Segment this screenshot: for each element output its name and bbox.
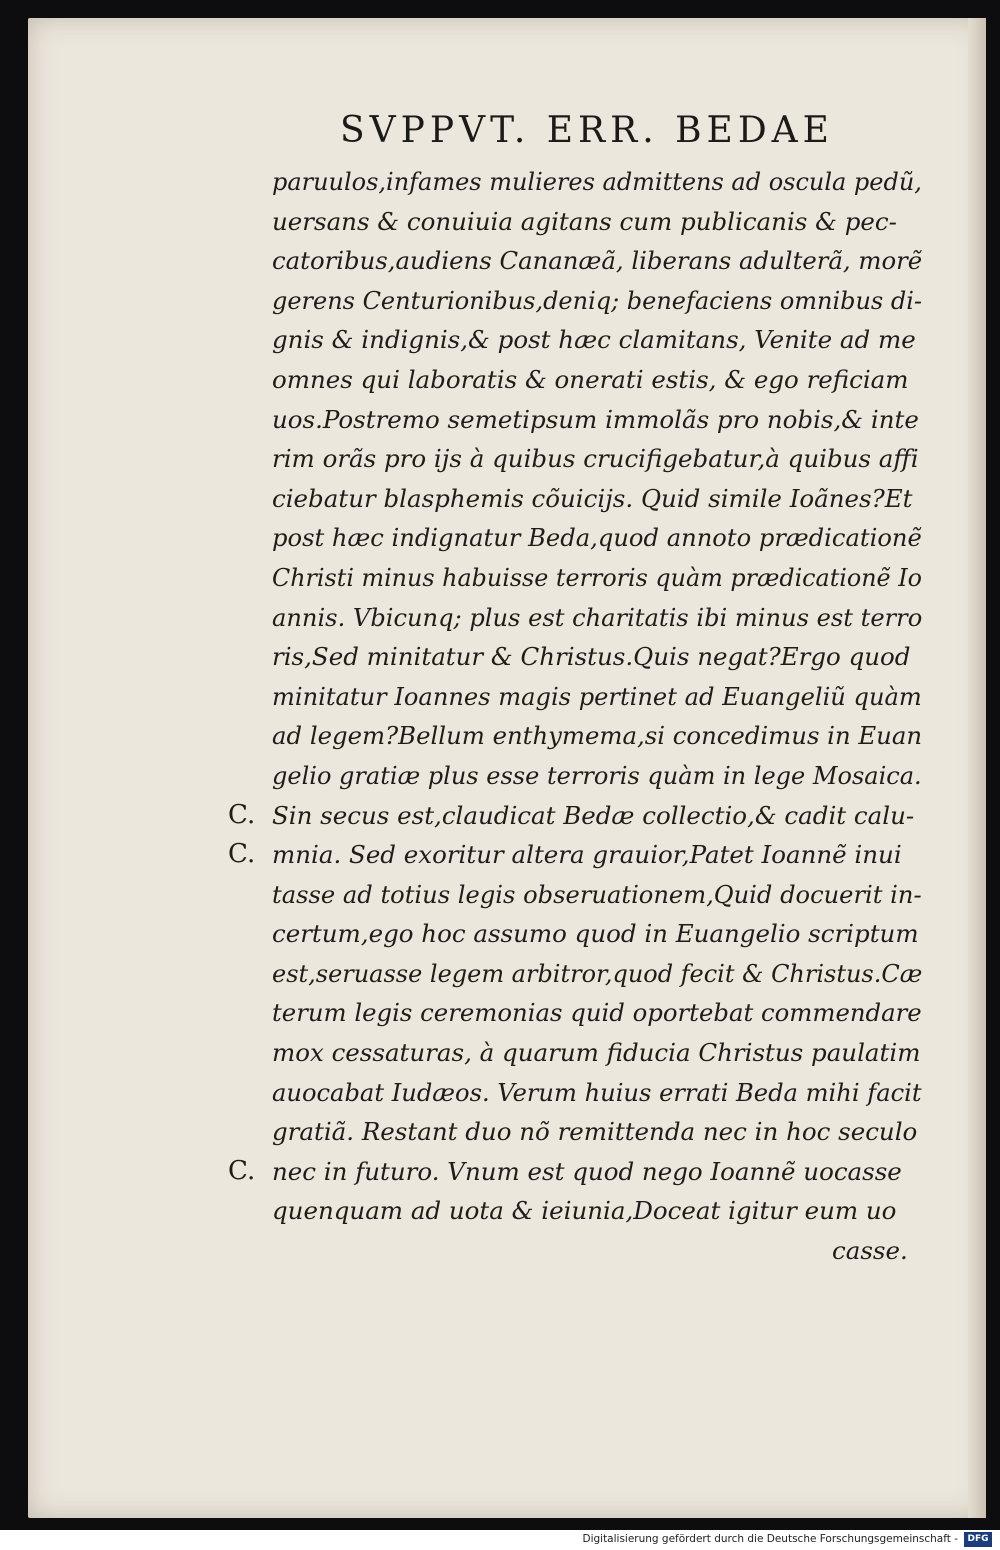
line-text: gelio gratiæ plus esse terroris quàm in lege Mosaica. [272, 760, 922, 790]
text-line [246, 914, 926, 954]
text-line [228, 835, 926, 875]
text-line [246, 1191, 926, 1231]
text-line [246, 479, 926, 519]
line-text: ad legem?Bellum enthymema,si concedimus in Euan [272, 721, 923, 751]
line-text: uos.Postremo semetipsum immolãs pro nobis,& inte [272, 404, 919, 434]
line-text: Sin secus est,claudicat Bedæ collectio,& cadit calu- [272, 800, 915, 830]
line-text: Christi minus habuisse terroris quàm prædicationẽ Io [272, 562, 922, 592]
text-line [246, 716, 926, 756]
line-text: rim orãs pro ijs à quibus crucifigebatur,à quibus affi [272, 444, 919, 474]
line-text: mnia. Sed exoritur altera grauior,Patet Ioannẽ inui [272, 840, 902, 870]
text-line [246, 1112, 926, 1152]
line-text: ris,Sed minitatur & Christus.Quis negat?Ergo quod [272, 642, 911, 672]
running-head: SVPPVT. ERR. BEDAE [340, 110, 834, 151]
marginal-note: C. [228, 839, 256, 870]
text-line [246, 637, 926, 677]
text-line [246, 320, 926, 360]
text-line [246, 162, 926, 202]
text-line [246, 558, 926, 598]
marginal-note: C. [228, 799, 256, 830]
text-line [228, 796, 926, 836]
line-text: gratiã. Restant duo nõ remittenda nec in hoc seculo [272, 1117, 918, 1147]
line-text: catoribus,audiens Cananæã, liberans adulterã, morẽ [272, 246, 923, 276]
text-line [246, 439, 926, 479]
line-text: quenquam ad uota & ieiunia,Doceat igitur eum uo [272, 1196, 897, 1226]
text-line [246, 954, 926, 994]
text-line [246, 677, 926, 717]
text-line [246, 281, 926, 321]
text-line [246, 875, 926, 915]
line-text: annis. Vbicunq; plus est charitatis ibi minus est terro [272, 602, 923, 632]
line-text: omnes qui laboratis & onerati estis, & ego reficiam [272, 364, 909, 394]
page-edge [968, 18, 986, 1518]
line-text: gnis & indignis,& post hæc clamitans, Venite ad me [272, 325, 916, 355]
line-text: terum legis ceremonias quid oportebat commendare [272, 998, 922, 1028]
line-text: auocabat Iudæos. Verum huius errati Beda mihi facit [272, 1077, 922, 1107]
text-line [228, 1152, 926, 1192]
text-line [246, 202, 926, 242]
line-text: paruulos,infames mulieres admittens ad oscula pedũ, [272, 167, 922, 196]
text-line [246, 1073, 926, 1113]
text-line [246, 241, 926, 281]
text-line [246, 1033, 926, 1073]
line-text: mox cessaturas, à quarum fiducia Christus paulatim [272, 1038, 921, 1068]
line-text: certum,ego hoc assumo quod in Euangelio scriptum [272, 919, 919, 949]
text-line [246, 360, 926, 400]
line-text: post hæc indignatur Beda,quod annoto prædicationẽ [272, 523, 922, 553]
text-block [228, 162, 926, 1271]
line-text: uersans & conuiuia agitans cum publicanis & pec- [272, 206, 897, 236]
text-line [246, 1231, 926, 1271]
line-text: gerens Centurionibus,deniq; benefaciens omnibus di- [272, 285, 922, 315]
line-text: est,seruasse legem arbitror,quod fecit & Christus.Cæ [272, 958, 923, 988]
marginal-note: C. [228, 1155, 256, 1186]
text-line [246, 518, 926, 558]
line-text: minitatur Ioannes magis pertinet ad Euangeliũ quàm [272, 681, 922, 711]
text-line [246, 756, 926, 796]
line-text: ciebatur blasphemis cõuicijs. Quid simile Ioãnes?Et [272, 483, 913, 513]
dfg-logo: DFG [964, 1532, 992, 1547]
text-line [246, 993, 926, 1033]
line-text: nec in futuro. Vnum est quod nego Ioannẽ uocasse [272, 1156, 902, 1186]
text-line [246, 598, 926, 638]
line-text: tasse ad totius legis obseruationem,Quid docuerit in- [272, 879, 922, 909]
text-line [246, 400, 926, 440]
line-text: casse. [832, 1236, 908, 1266]
digitization-credit: Digitalisierung gefördert durch die Deutsche Forschungsgemeinschaft - [582, 1533, 958, 1545]
footer-bar [0, 1530, 1000, 1550]
